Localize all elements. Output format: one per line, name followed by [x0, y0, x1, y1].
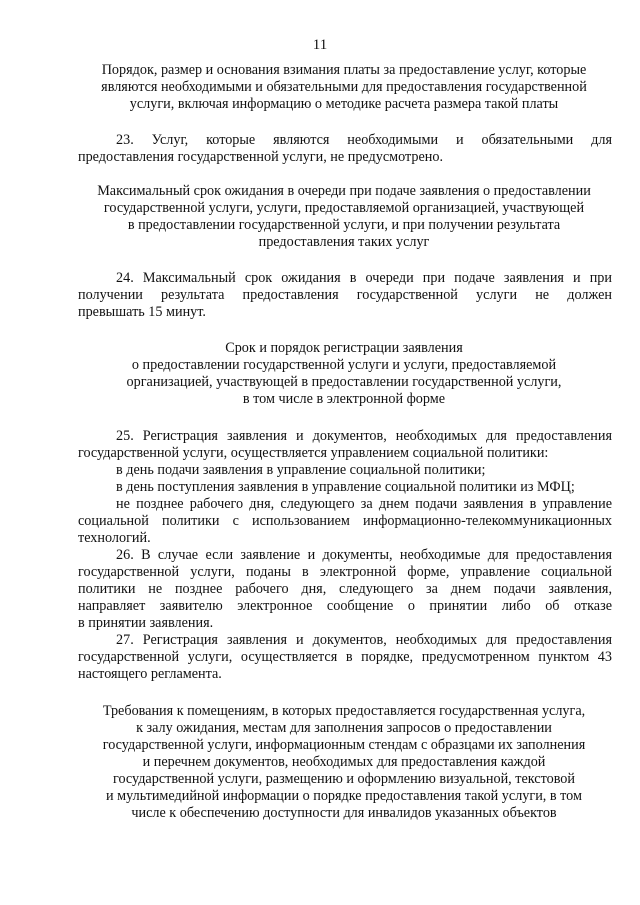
heading-registration-line-2: о предоставлении государственной услуги и услуги, предоставляемой [131, 357, 557, 373]
heading-fee-line-3: услуги, включая информацию о методике расчета размера такой платы [129, 96, 559, 112]
heading-queue-line-4: предоставления таких услуг [258, 234, 430, 250]
heading-registration-line-1: Срок и порядок регистрации заявления [225, 340, 463, 356]
paragraph-26-line-5: в принятии заявления. [78, 615, 214, 631]
paragraph-25-line-7: технологий. [78, 530, 151, 546]
paragraph-24-line-3: превышать 15 минут. [78, 304, 206, 320]
heading-premises-line-6: и мультимедийной информации о порядке предоставления такой услуги, в том [106, 788, 582, 804]
heading-registration-line-3: организацией, участвующей в предоставлении государственной услуги, [126, 374, 562, 390]
paragraph-25-line-1: 25. Регистрация заявления и документов, необходимых для предоставления [116, 428, 612, 444]
paragraph-27-line-2: государственной услуги, осуществляется в порядке, предусмотренном пунктом 43 [78, 649, 612, 665]
paragraph-27-line-3: настоящего регламента. [78, 666, 222, 682]
heading-registration-line-4: в том числе в электронной форме [242, 391, 446, 407]
heading-premises-line-1: Требования к помещениям, в которых предоставляется государственная услуга, [102, 703, 586, 719]
paragraph-26-line-4: направляет заявителю электронное сообщение о принятии либо об отказе [78, 598, 612, 614]
paragraph-25-line-4: в день поступления заявления в управление социальной политики из МФЦ; [116, 479, 575, 495]
paragraph-23-line-2: предоставления государственной услуги, не предусмотрено. [78, 149, 444, 165]
heading-queue-line-2: государственной услуги, услуги, предоставляемой организацией, участвующей [103, 200, 585, 216]
paragraph-26-line-1: 26. В случае если заявление и документы, необходимые для предоставления [116, 547, 612, 563]
paragraph-27-line-1: 27. Регистрация заявления и документов, необходимых для предоставления [116, 632, 612, 648]
paragraph-25-line-5: не позднее рабочего дня, следующего за днем подачи заявления в управление [116, 496, 612, 512]
paragraph-24-line-2: получении результата предоставления государственной услуги не должен [78, 287, 612, 303]
paragraph-26-line-3: политики не позднее рабочего дня, следующего за днем подачи заявления, [78, 581, 612, 597]
paragraph-25-line-2: государственной услуги, осуществляется управлением социальной политики: [78, 445, 549, 461]
paragraph-23-line-1: 23. Услуг, которые являются необходимыми и обязательными для [116, 132, 612, 148]
heading-premises-line-5: государственной услуги, размещению и оформлению визуальной, текстовой [112, 771, 575, 787]
heading-premises-line-7: числе к обеспечению доступности для инвалидов указанных объектов [131, 805, 557, 821]
paragraph-26-line-2: государственной услуги, поданы в электронной форме, управление социальной [78, 564, 612, 580]
paragraph-25-line-6: социальной политики с использованием информационно-телекоммуникационных [78, 513, 612, 529]
heading-fee-line-2: являются необходимыми и обязательными для предоставления государственной [101, 79, 587, 95]
paragraph-24-line-1: 24. Максимальный срок ожидания в очереди при подаче заявления и при [116, 270, 612, 286]
heading-queue-line-3: в предоставлении государственной услуги, и при получении результата [127, 217, 561, 233]
heading-queue-line-1: Максимальный срок ожидания в очереди при подаче заявления о предоставлении [97, 183, 591, 199]
heading-premises-line-4: и перечнем документов, необходимых для предоставления каждой [142, 754, 546, 770]
heading-premises-line-2: к залу ожидания, местам для заполнения запросов о предоставлении [136, 720, 552, 736]
heading-fee-line-1: Порядок, размер и основания взимания платы за предоставление услуг, которые [101, 62, 587, 78]
heading-premises-line-3: государственной услуги, информационным стендам с образцами их заполнения [102, 737, 586, 753]
paragraph-25-line-3: в день подачи заявления в управление социальной политики; [116, 462, 486, 478]
page-number: 11 [312, 37, 328, 53]
